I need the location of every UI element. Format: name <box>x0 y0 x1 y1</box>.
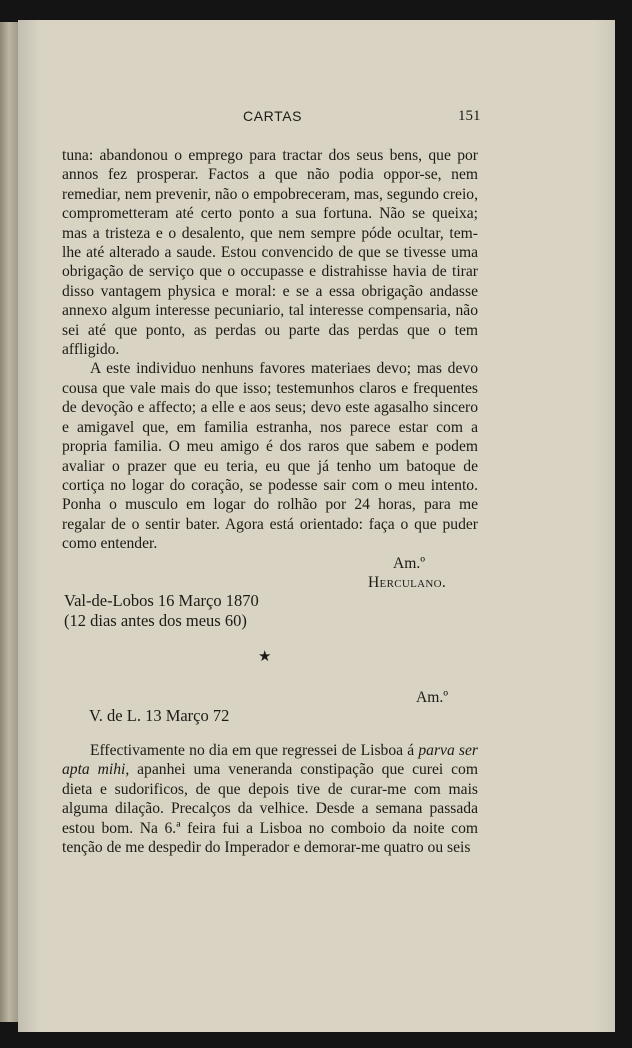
letter-1-signature: Herculano. <box>368 574 447 591</box>
letter-1-place-date: Val-de-Lobos 16 Março 1870 <box>64 591 259 610</box>
letter-2-body <box>62 741 478 857</box>
letter-2-paragraph-intro: Effectivamente no dia em que regressei de Lisboa á <box>90 742 415 759</box>
letter-2-salutation: Am.º <box>416 689 449 706</box>
letter-2-date: V. de L. 13 Março 72 <box>89 706 230 725</box>
section-separator-star: ★ <box>258 647 272 665</box>
letter-1-paragraph-1: tuna: abandonou o emprego para tractar dos seus bens, que por annos fez prosperar. Factos a que não podia oppor-se, nem remediar, nem prevenir, não o empobreceram, mas, segundo creio, comprometteram até certo ponto a sua fortuna. Não se queixa; mas a tristeza e o desalento, que nem sempre póde ocultar, tem-lhe até alterado a saude. Estou convencido de que se tivesse uma obrigação de serviço que o occupasse e distrahisse havia de tirar disso vantagem physica e moral: e se a essa obrigação andasse annexo algum interesse pecuniario, tal interesse compensaria, não sei até que ponto, as perdas ou parte das perdas que o tem affligido. <box>62 147 478 359</box>
letter-1-closing: Am.º <box>393 555 426 572</box>
previous-page-edge <box>0 22 20 1022</box>
running-title: CARTAS <box>243 108 303 124</box>
page-number: 151 <box>458 108 481 124</box>
letter-2-paragraph-rest: , apanhei uma veneranda constipação que curei com dieta e sudorificos, de que depois tive de curar-me com mais alguma dilação. Precalços da velhice. Desde a semana passada estou bom. Na 6.ª feira fui a Lisboa no comboio da noite com tenção de me despedir do Imperador e demorar-me quatro ou seis <box>62 761 478 857</box>
letter-1-paragraph-2: A este individuo nenhuns favores materiaes devo; mas devo cousa que vale mais do que isso; testemunhos claros e frequentes de devoção e affecto; a elle e aos seus; devo este agasalho sincero e amigavel que, em familia estranha, nos parece estar com a propria familia. O meu amigo é dos raros que sabem e podem avaliar o prazer que eu teria, eu que já tenho um batoque de cortiça no logar do coração, se podesse sair com o meu intento. Ponha o musculo em logar do rolhão por 24 horas, para me regalar de o sentir bater. Agora está orientado: faça o que puder como entender. <box>62 360 478 553</box>
letter-1-age-note: (12 dias antes dos meus 60) <box>64 611 247 630</box>
letter-2-paragraph-1 <box>62 741 478 857</box>
latin-phrase: parva ser apta mihi <box>62 742 478 779</box>
book-page <box>18 20 615 1032</box>
letter-1-body <box>62 146 478 554</box>
page-header <box>18 108 615 130</box>
